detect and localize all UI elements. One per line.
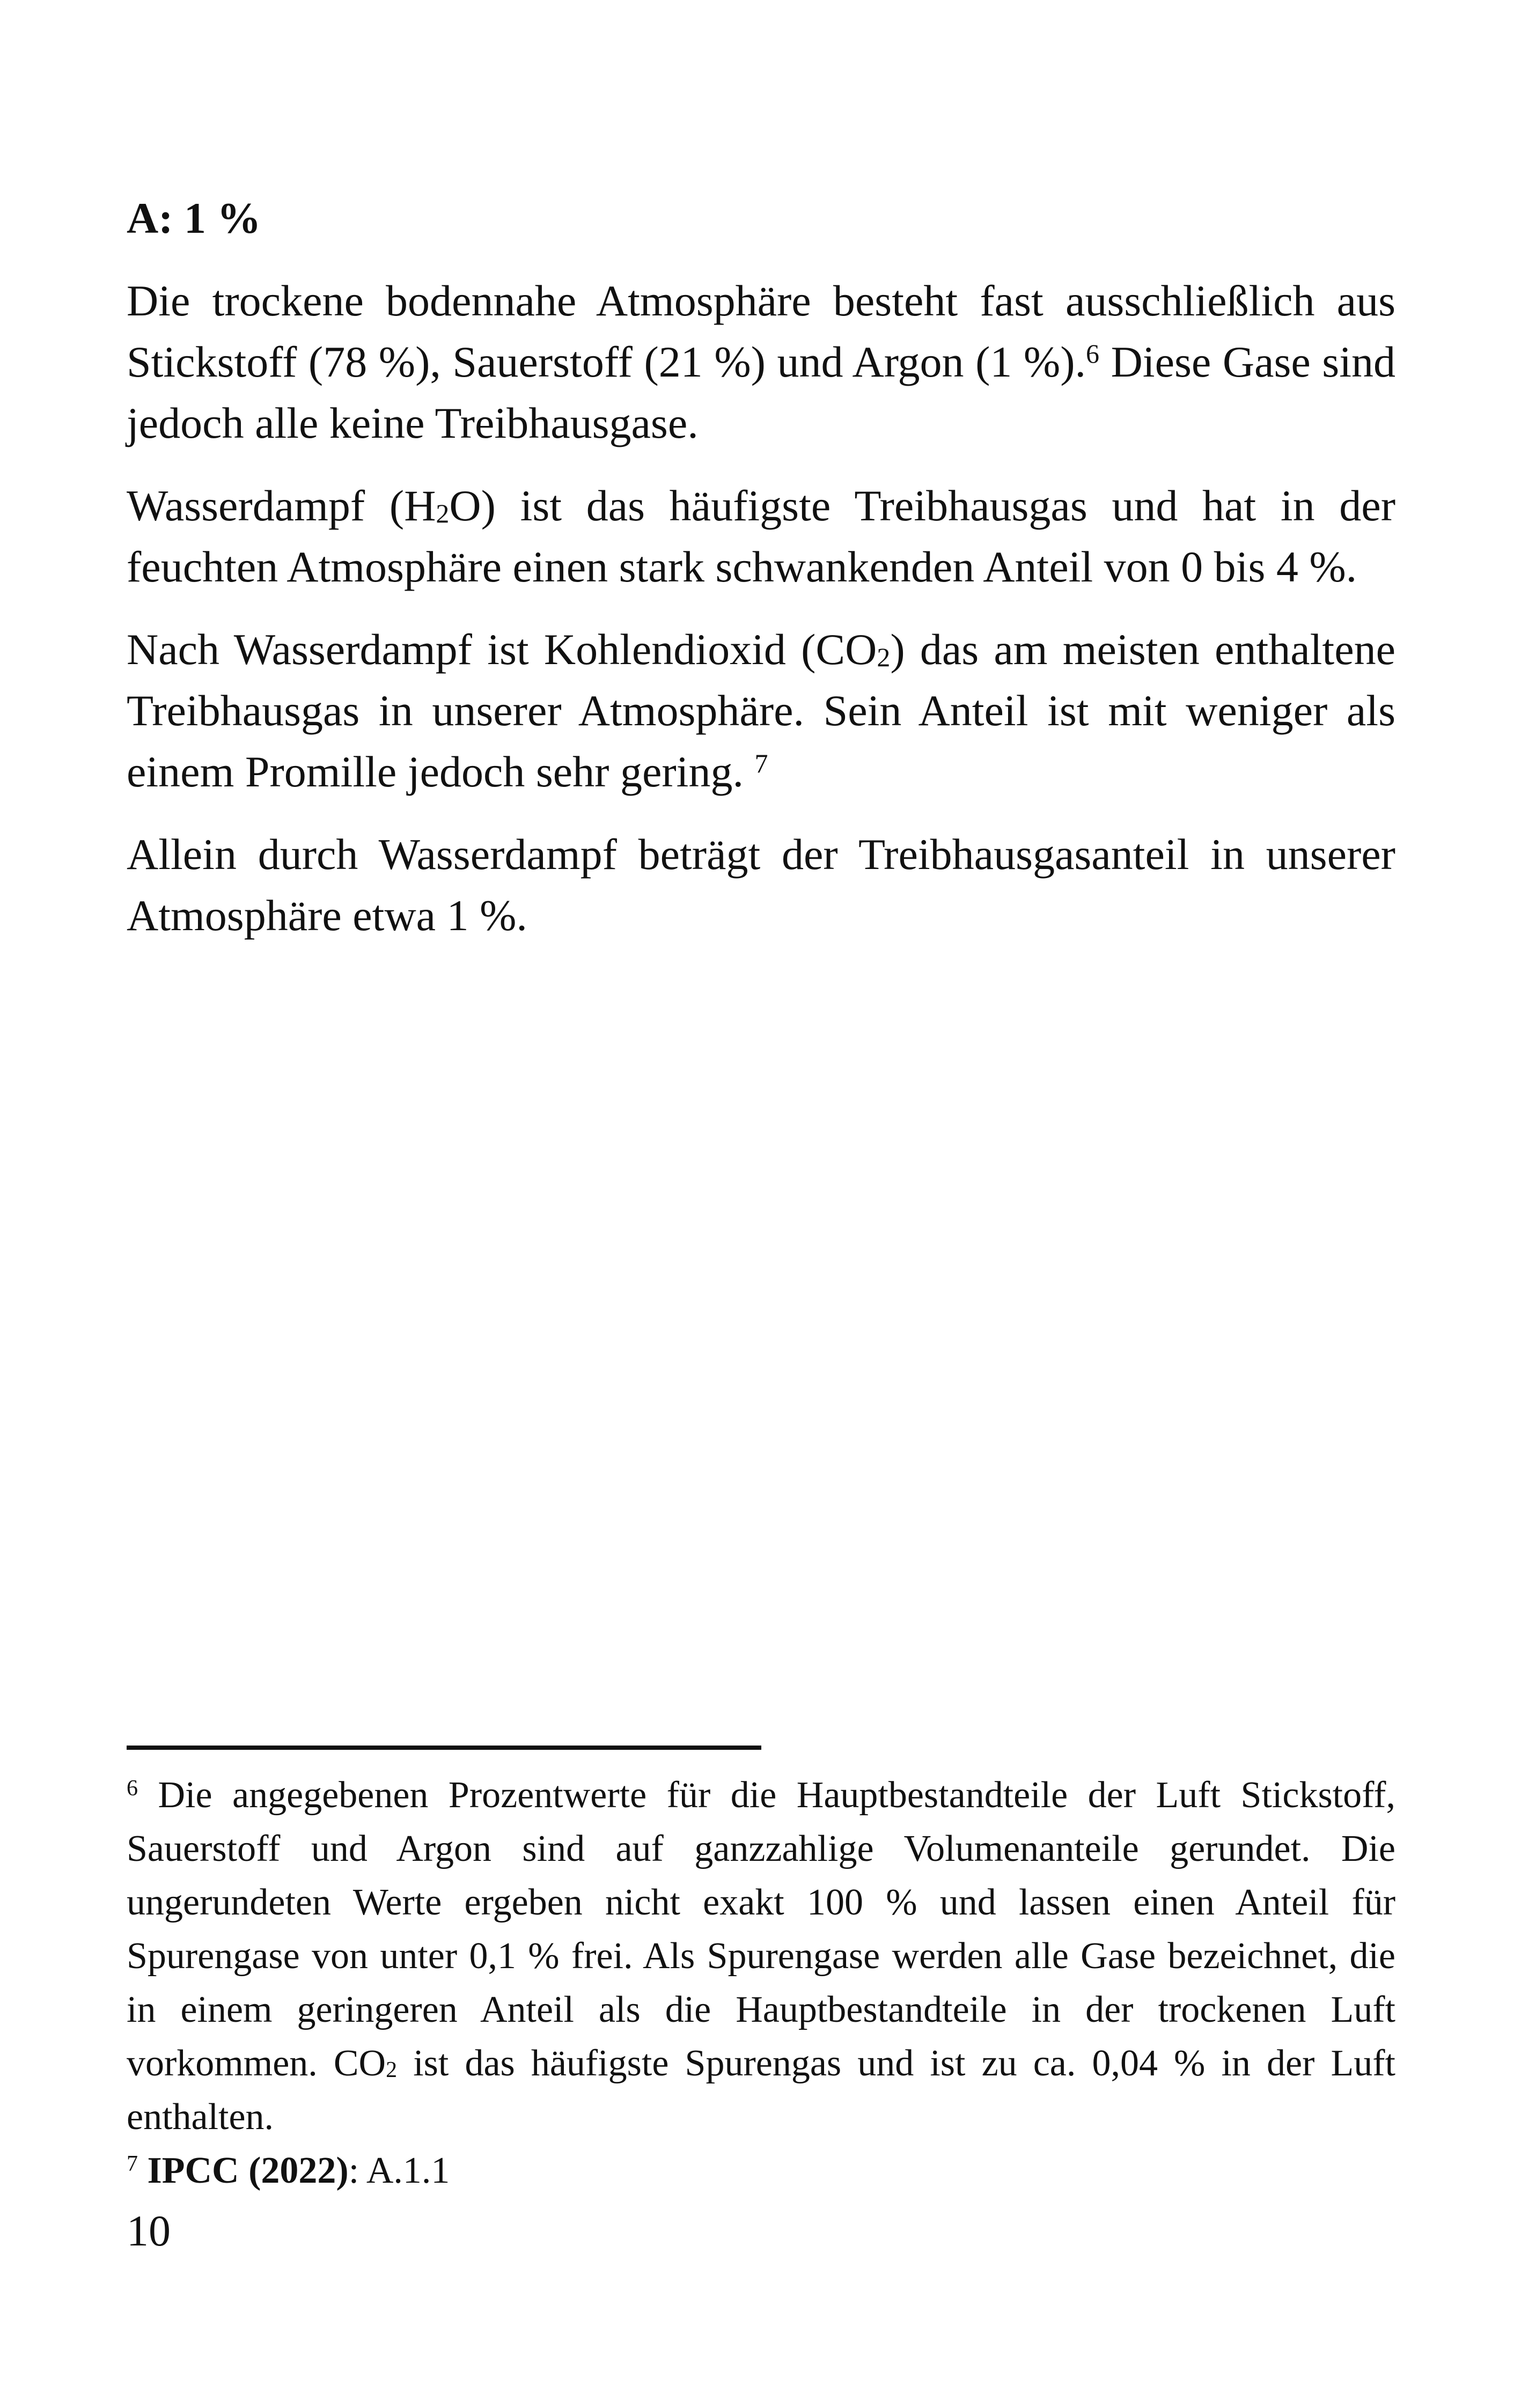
paragraph-water-vapour: [127, 475, 1395, 598]
footnote-source: IPCC (2022): [147, 2150, 349, 2191]
paragraph-text: ) das am meisten enthaltene Treibhausgas in unserer Atmosphäre. Sein Anteil ist mit weniger als einem Promille jedoch sehr gering.: [127, 625, 1395, 796]
footnote-text: Die angegebenen Prozentwerte für die Hauptbestandteile der Luft Stickstoff, Sauerstoff und Argon sind auf ganzzahlige Volumenanteile gerundet. Die ungerundeten Werte ergeben nicht exakt 100 % und lassen einen Anteil für Spurengase von unter 0,1 % frei. Als Spurengase werden alle Gase bezeichnet, die in einem geringeren Anteil als die Hauptbestandteile in der trockenen Luft vorkommen. CO: [127, 1774, 1395, 2084]
main-text: [127, 188, 1395, 968]
paragraph-text: Diese Gase sind jedoch alle keine Treibhausgase.: [127, 337, 1395, 447]
footnote-text: : A.1.1: [348, 2150, 450, 2191]
footnote-number: 7: [127, 2152, 138, 2176]
footnote-7: [127, 2144, 1395, 2198]
paragraph-text: O) ist das häufigste Treibhausgas und hat in der feuchten Atmosphäre einen stark schwankenden Anteil von 0 bis 4 %.: [127, 481, 1395, 591]
footnote-text: ist das häufigste Spurengas und ist zu ca. 0,04 % in der Luft enthalten.: [127, 2043, 1395, 2138]
answer-heading: A: 1 %: [127, 194, 261, 242]
paragraph-text: Wasserdampf (H: [127, 481, 436, 530]
footnote-reference-7[interactable]: 7: [754, 748, 768, 778]
paragraph-text: Die trockene bodennahe Atmosphäre besteht fast ausschließlich aus Stickstoff (78 %), Sauerstoff (21 %) und Argon (1 %).: [127, 276, 1395, 386]
footnote-6: [127, 1769, 1395, 2144]
footnote-divider: [127, 1746, 761, 1750]
paragraph-text: Nach Wasserdampf ist Kohlendioxid (CO: [127, 625, 877, 674]
subscript: 2: [436, 498, 450, 528]
paragraph-carbon-dioxide: [127, 619, 1395, 802]
subscript: 2: [386, 2058, 398, 2082]
footnote-number: 6: [127, 1776, 138, 1801]
paragraph-atmosphere-composition: [127, 270, 1395, 454]
paragraph-conclusion: Allein durch Wasserdampf beträgt der Treibhausgasanteil in unserer Atmosphäre etwa 1 %.: [127, 830, 1395, 940]
subscript: 2: [877, 642, 891, 672]
footnotes: [127, 1769, 1395, 2198]
footnote-reference-6[interactable]: 6: [1086, 338, 1100, 369]
page-number: 10: [127, 2206, 171, 2255]
